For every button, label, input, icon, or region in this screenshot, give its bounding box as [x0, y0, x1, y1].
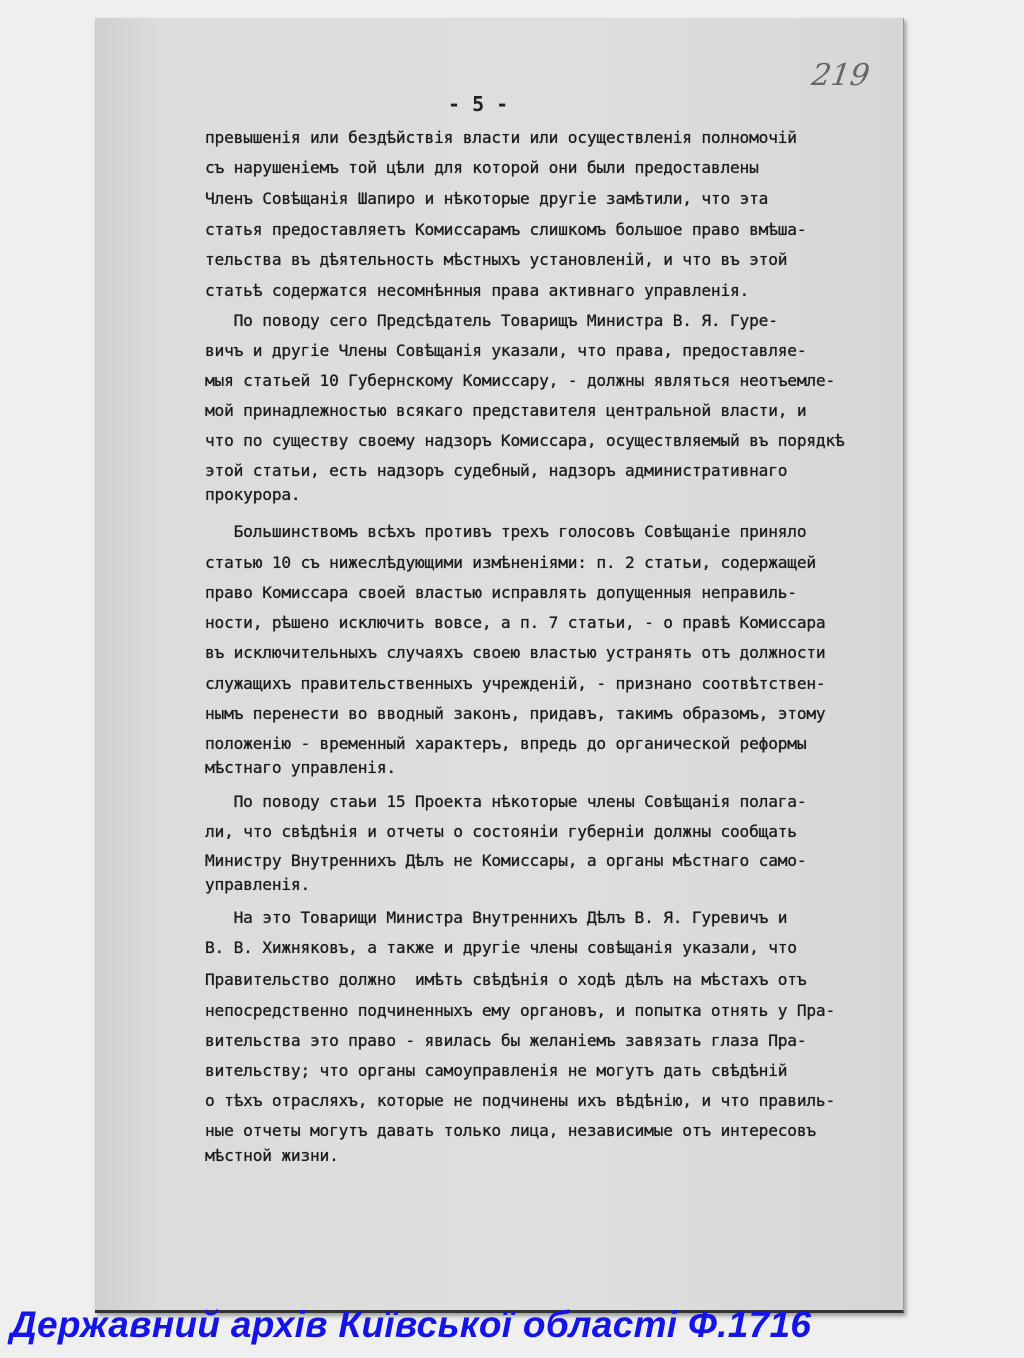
text-line: превышенія или бездѣйствія власти или осуществленія полномочій [205, 128, 797, 147]
text-line: На это Товарищи Министра Внутреннихъ Дѣлъ В. Я. Гуревичъ и [205, 908, 788, 927]
text-line: о тѣхъ отрасляхъ, которые не подчинены ихъ вѣдѣнію, и что правиль- [205, 1091, 836, 1110]
scanned-page [95, 18, 904, 1313]
text-line: вительству; что органы самоуправленія не могутъ дать свѣдѣній [205, 1061, 788, 1080]
text-line: ности, рѣшено исключить вовсе, а п. 7 статьи, - о правѣ Комиссара [205, 613, 826, 632]
text-line: ли, что свѣдѣнія и отчеты о состояніи губерніи должны сообщать [205, 822, 797, 841]
text-line: Правительство должно имѣть свѣдѣнія о ходѣ дѣлъ на мѣстахъ отъ [205, 970, 807, 989]
text-line: непосредственно подчиненныхъ ему органовъ, и попытка отнять у Пра- [205, 1001, 836, 1020]
archive-watermark: Державний архів Київської області Ф.1716 [10, 1304, 812, 1345]
text-line: съ нарушеніемъ той цѣли для которой они были предоставлены [205, 158, 759, 177]
text-line: управленія. [205, 875, 311, 894]
text-line: Большинствомъ всѣхъ противъ трехъ голосовъ Совѣщаніе приняло [205, 522, 807, 541]
text-line: мѣстной жизни. [205, 1146, 339, 1165]
text-line: Министру Внутреннихъ Дѣлъ не Комиссары, а органы мѣстнаго само- [205, 851, 807, 870]
text-line: Членъ Совѣщанія Шапиро и нѣкоторые другіе замѣтили, что эта [205, 189, 769, 208]
text-line: В. В. Хижняковъ, а также и другіе члены совѣщанія указали, что [205, 938, 797, 957]
text-line: положенію - временный характеръ, впредь до органической реформы [205, 734, 807, 753]
text-line: статьѣ содержатся несомнѣнныя права активнаго управленія. [205, 281, 750, 300]
text-line: въ исключительныхъ случаяхъ своею властью устранять отъ должности [205, 643, 826, 662]
page-number: - 5 - [448, 92, 509, 116]
handwritten-folio-number: 219 [809, 58, 872, 93]
text-line: служащихъ правительственныхъ учрежденій, - признано соотвѣтствен- [205, 674, 826, 693]
text-line: нымъ перенести во вводный законъ, придавъ, такимъ образомъ, этому [205, 704, 826, 723]
text-line: мѣстнаго управленія. [205, 758, 396, 777]
text-line: вительства это право - явилась бы желаніемъ завязать глаза Пра- [205, 1031, 807, 1050]
text-line: статью 10 съ нижеслѣдующими измѣненіями: п. 2 статьи, содержащей [205, 553, 816, 572]
text-line: статья предоставляетъ Комиссарамъ слишкомъ большое право вмѣша- [205, 220, 807, 239]
text-line: ные отчеты могутъ давать только лица, независимые отъ интересовъ [205, 1121, 816, 1140]
text-line: По поводу сего Предсѣдатель Товарищъ Министра В. Я. Гуре- [205, 311, 778, 330]
text-line: прокурора. [205, 485, 301, 504]
text-line: мой принадлежностью всякаго представителя центральной власти, и [205, 401, 807, 420]
text-line: право Комиссара своей властью исправлять допущенныя неправиль- [205, 583, 797, 602]
text-line: что по существу своему надзоръ Комиссара, осуществляемый въ порядкѣ [205, 431, 845, 450]
text-line: мыя статьей 10 Губернскому Комиссару, - должны являться неотъемле- [205, 371, 836, 390]
text-line: По поводу стаьи 15 Проекта нѣкоторые члены Совѣщанія полага- [205, 792, 807, 811]
text-line: вичъ и другіе Члены Совѣщанія указали, что права, предоставляе- [205, 341, 807, 360]
text-line: этой статьи, есть надзоръ судебный, надзоръ административнаго [205, 461, 788, 480]
text-line: тельства въ дѣятельность мѣстныхъ установленій, и что въ этой [205, 250, 788, 269]
